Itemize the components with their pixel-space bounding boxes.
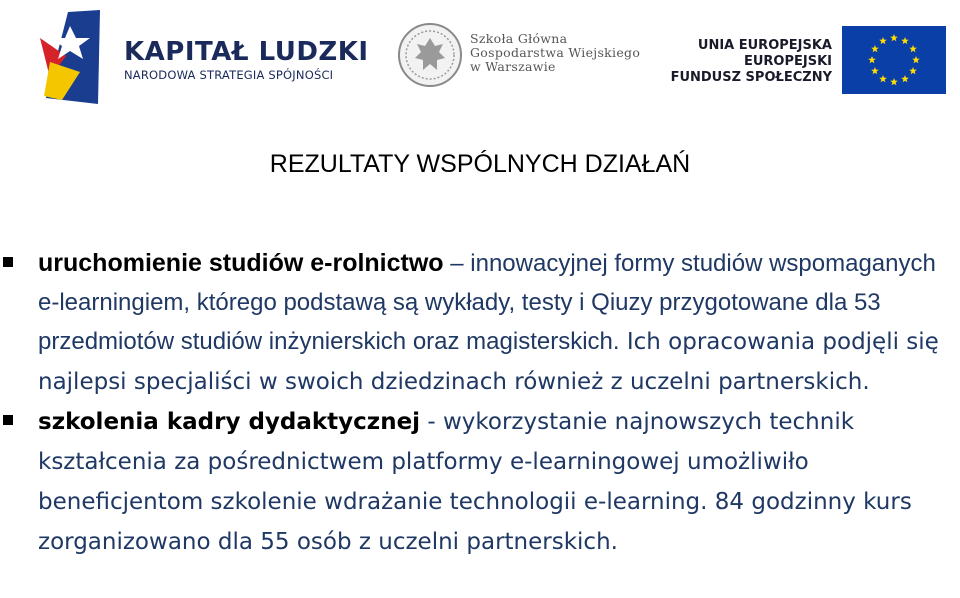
- logo-bar: [0, 0, 960, 120]
- bullet-2-lead: szkolenia kadry dydaktycznej: [38, 409, 421, 435]
- ue-line-1: UNIA EUROPEJSKA: [697, 38, 832, 53]
- bullet-1-lead: uruchomienie studiów e-rolnictwo: [38, 249, 444, 277]
- ue-line-2: EUROPEJSKI: [743, 54, 832, 69]
- sggw-line-2: Gospodarstwa Wiejskiego: [470, 45, 641, 60]
- kapital-ludzki-title: KAPITAŁ LUDZKI: [124, 37, 369, 67]
- ue-text: [671, 38, 832, 86]
- bullet-list: [0, 244, 960, 562]
- sggw-seal-icon: [397, 22, 463, 88]
- kapital-ludzki-text: [124, 38, 369, 82]
- page-title: REZULTATY WSPÓLNYCH DZIAŁAŃ: [269, 150, 691, 178]
- eu-flag-icon: [842, 26, 946, 94]
- bullet-item-2: [0, 402, 960, 562]
- sggw-line-1: Szkoła Główna: [470, 31, 568, 46]
- sggw-text: [470, 32, 640, 74]
- bullet-1-text: – innowacyjnej formy studiów wspomaganych e-learningiem, którego podstawą są wykłady, testy i Qiuzy przygotowane dla 53 przedmiotów studiów inżynierskich oraz magisterskich.: [38, 250, 936, 355]
- kapital-ludzki-logo-icon: [40, 8, 104, 108]
- sggw-line-3: w Warszawie: [470, 59, 556, 74]
- ue-line-3: FUNDUSZ SPOŁECZNY: [670, 70, 832, 85]
- bullet-item-1: [0, 244, 960, 402]
- bullet-1-tail: Ich opracowania podjęli się najlepsi specjaliści w swoich dziedzinach również z uczelni partnerskich.: [38, 329, 939, 395]
- kapital-ludzki-subtitle: NARODOWA STRATEGIA SPÓJNOŚCI: [124, 68, 334, 82]
- bullet-square-icon: [3, 415, 13, 425]
- bullet-square-icon: [3, 257, 13, 267]
- bullet-2-text: - wykorzystanie najnowszych technik kształcenia za pośrednictwem platformy e-learningowej umożliwiło beneficjentom szkolenie wdrażanie technologii e-learning. 84 godzinny kurs zorganizowano dla 55 osób z uczelni partnerskich.: [38, 409, 912, 555]
